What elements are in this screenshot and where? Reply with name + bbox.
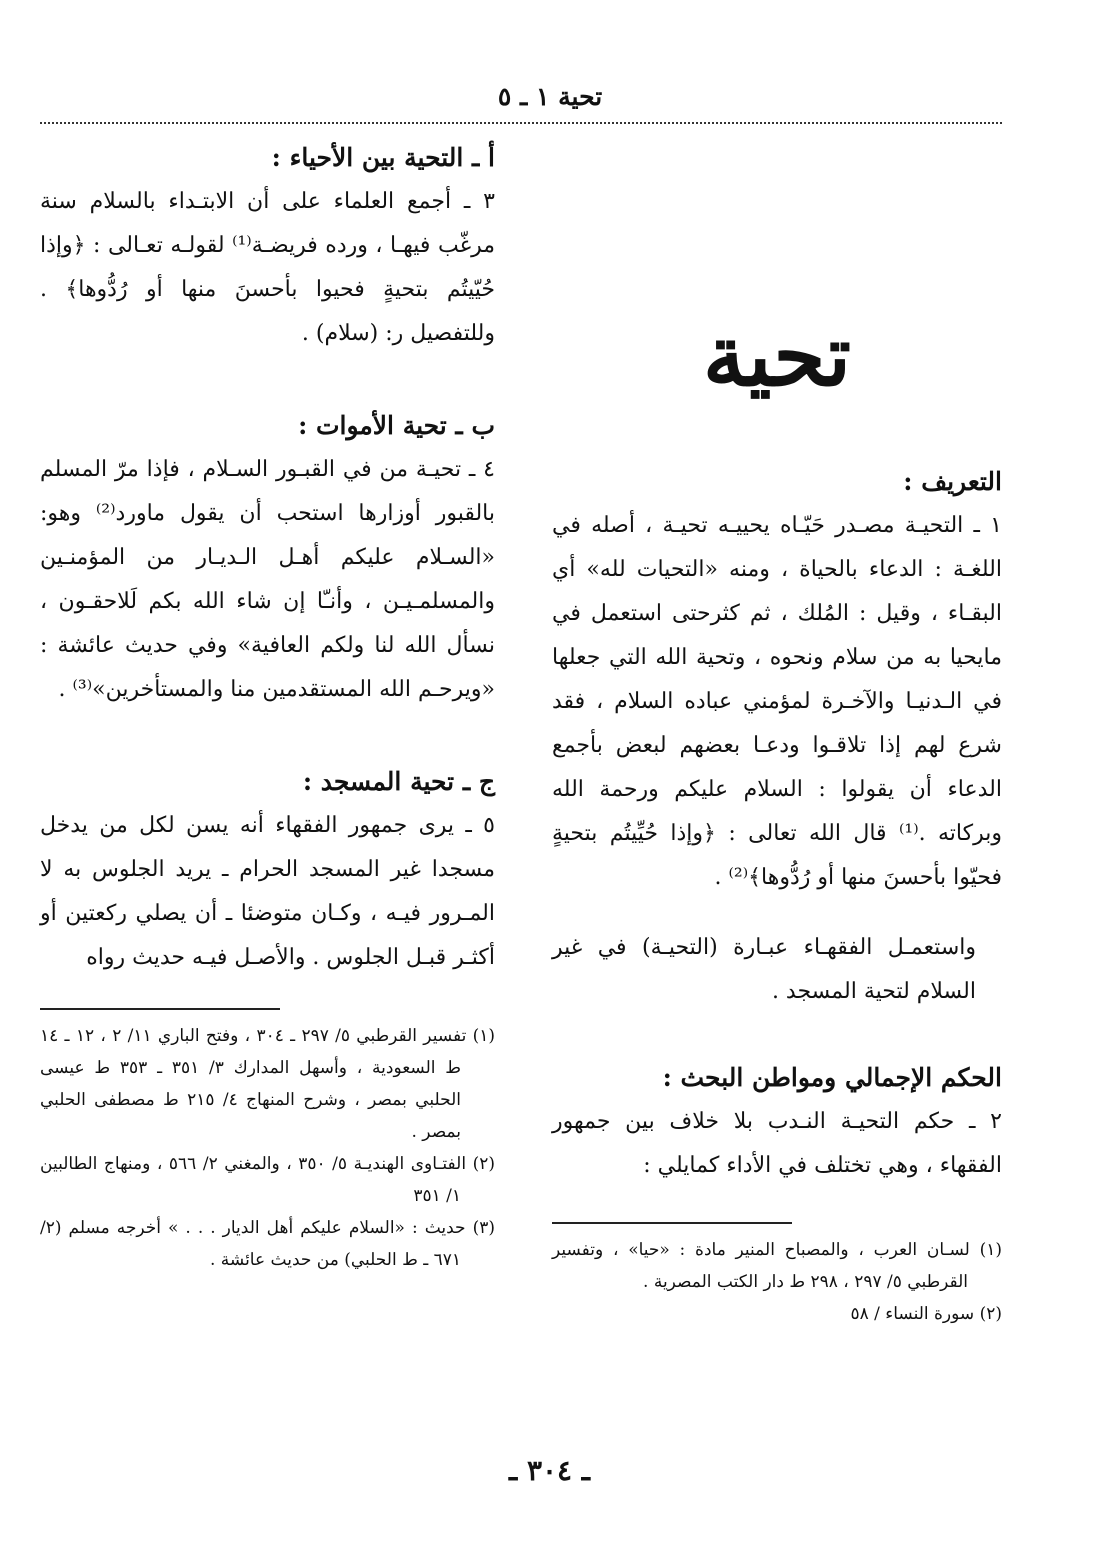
heading-a: أ ـ التحية بين الأحياء :	[271, 143, 495, 172]
heading-c: ج ـ تحية المسجد :	[302, 767, 495, 796]
footnote: (١) تفسير القرطبي ٥/ ٢٩٧ ـ ٣٠٤ ، وفتح الباري ١١/ ٢ ، ١٢ ـ ١٤ ط السعودية ، وأسهل المدارك ٣/ ٣٥١ ـ ٣٥٣ ط عيسى الحلبي بمصر ، وشرح المنهاج ٤/ ٢١٥ ط مصطفى الحلبي بمصر .	[40, 1026, 496, 1142]
header-dotted-rule	[40, 122, 1002, 124]
footnote: (٢) سورة النساء / ٥٨	[850, 1304, 1002, 1325]
footnote-rule	[40, 1008, 280, 1010]
ruling-heading: الحكم الإجمالي ومواطن البحث :	[662, 1063, 1002, 1093]
left-column	[40, 140, 495, 1276]
paragraph-5: ٥ ـ يرى جمهور الفقهاء أنه يسن لكل من يدخل مسجدا غير المسجد الحرام ـ يريد الجلوس به لا المـرور فيـه ، وكـان متوضئا ـ أن يصلي ركعتين أو أكثـر قبـل الجلوس . والأصـل فيـه حديث رواه	[40, 813, 495, 970]
paragraph-3: ٣ ـ أجمع العلماء على أن الابتـداء بالسلام سنة مرغّب فيهـا ، ورده فريضـة⁽¹⁾ لقولـه تعـالى : ﴿وإذا حُيّيتُم بتحيةٍ فحيوا بأحسنَ منها أو رُدُّوها﴾ . وللتفصيل ر: (سلام) .	[40, 189, 495, 346]
paragraph-2: ٢ ـ حكم التحيـة النـدب بلا خلاف بين جمهور الفقهاء ، وهي تختلف في الأداء كمايلي :	[552, 1109, 1002, 1179]
running-header: تحية ١ ـ ٥	[497, 82, 603, 111]
entry-title: تحية	[703, 306, 851, 405]
footnote: (٢) الفتـاوى الهنديـة ٥/ ٣٥٠ ، والمغني ٢/ ٥٦٦ ، ومنهاج الطالبين ١/ ٣٥١	[40, 1154, 495, 1206]
definition-heading: التعريف :	[903, 467, 1002, 497]
footnote: (١) لسـان العرب ، والمصباح المنير مادة : «حيا» ، وتفسير القرطبي ٥/ ٢٩٧ ، ٢٩٨ ط دار الكتب المصرية .	[552, 1240, 1002, 1293]
paragraph-1: ١ ـ التحيـة مصـدر حَيّـاه يحييـه تحيـة ، أصله في اللغـة : الدعاء بالحياة ، ومنه «التحيات لله» أي البقـاء ، وقيل : المُلك ، ثم كثرحتى استعمل في مايحيا به من سلام ونحوه ، وتحية الله التي جعلها في الـدنيـا والآخـرة لمؤمني عباده السلام ، فقد شرع لهم إذا تلاقـوا ودعـا بعضهم لبعض بأجمع الدعاء أن يقولوا : السلام عليكم ورحمة الله وبركاته .⁽¹⁾ قال الله تعالى : ﴿وإذا حُيِّيتُم بتحيةٍ فحيّوا بأحسنَ منها أو رُدُّوها﴾⁽²⁾ .	[552, 513, 1002, 891]
footnote-rule	[552, 1222, 792, 1224]
paragraph-4: ٤ ـ تحيـة من في القبـور السـلام ، فإذا مرّ المسلم بالقبور أوزارها استحب أن يقول ماورد⁽²⁾ وهو: «السـلام عليكم أهـل الـديـار من المؤمنـين والمسلمـيـن ، وأنـّا إن شاء الله بكم لَلاحقـون ، نسأل الله لنا ولكم العافية» وفي حديث عائشة : «ويرحـم الله المستقدمين منا والمستأخرين»⁽³⁾ .	[40, 457, 495, 702]
paragraph-usage: واستعمـل الفقهـاء عبـارة (التحيـة) في غير السلام لتحية المسجد .	[552, 935, 976, 1005]
footnote: (٣) حديث : «السلام عليكم أهل الديار . . . » أخرجه مسلم (٢/ ٦٧١ ـ ط الحلبي) من حديث عائشة .	[40, 1218, 495, 1270]
heading-b: ب ـ تحية الأموات :	[298, 411, 495, 440]
page-number: ـ ٣٠٤ ـ	[508, 1454, 591, 1487]
right-column	[552, 140, 1002, 1330]
